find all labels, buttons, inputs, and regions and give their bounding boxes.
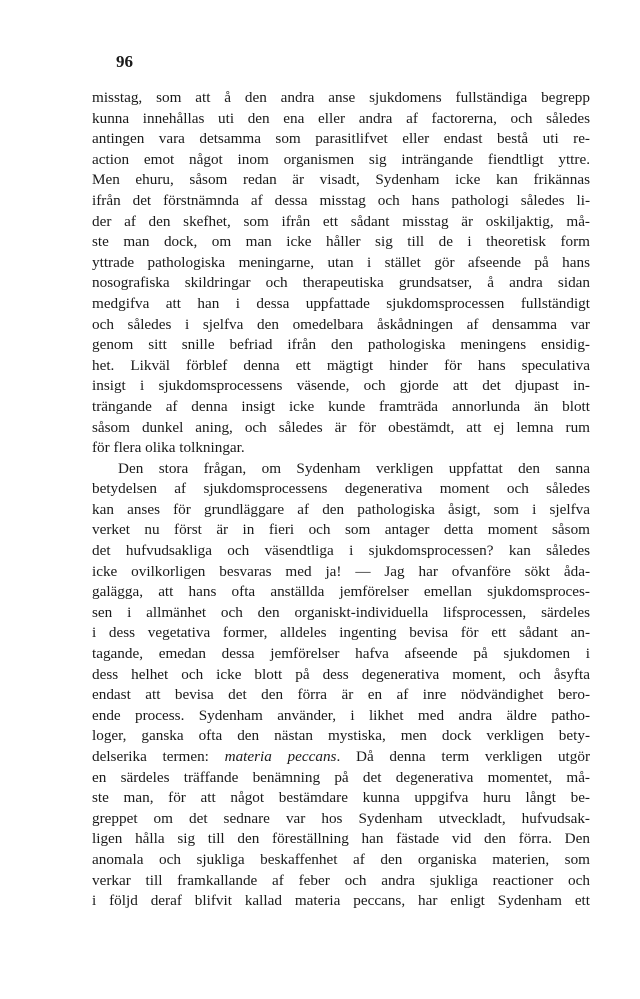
text-line: såsom dunkel aning, och således är för obestämdt, att ej lemna rum [92, 418, 590, 436]
text-line: ligen hålla sig till den föreställning han fästade vid den förra. Den [92, 830, 590, 848]
text-line: Den stora frågan, om Sydenham verkligen uppfattat den sanna [118, 459, 590, 477]
text-line: tagande, emedan dessa jemförelser hafva afseende på sjukdomen i [92, 645, 590, 663]
text-line: medgifva att han i dessa uppfattade sjukdomsprocessen fullständigt [92, 294, 590, 312]
text-line: i följd deraf blifvit kallad materia peccans, har enligt Sydenham ett [92, 892, 590, 910]
text-line: galägga, att hans ofta anställda jemförelser emellan sjukdomsproces- [92, 583, 590, 601]
text-line: Men ehuru, såsom redan är visadt, Sydenham icke kan frikännas [92, 171, 590, 189]
text-line: en särdeles träffande benämning på det degenerativa momentet, må- [92, 768, 590, 786]
text-line: yttrade pathologiska meningarne, utan i stället gör afseende på hans [92, 253, 590, 271]
text-line: trängande af denna insigt icke kunde framträda annorlunda än blott [92, 397, 590, 415]
text-line: kan anses för grundläggare af den pathologiska åsigt, som i sjelfva [92, 500, 590, 518]
text-line: antingen vara detsamma som parasitlifvet eller endast bestå uti re- [92, 130, 590, 148]
text-line: nosografiska skildringar och therapeutiska grundsatser, å andra sidan [92, 274, 590, 292]
text-line: kunna innehållas uti den ena eller andra af factorerna, och således [92, 109, 590, 127]
text-line: ende process. Sydenham använder, i likhet med andra äldre patho- [92, 706, 590, 724]
text-line: het. Likväl förblef denna ett mägtigt hinder för hans speculativa [92, 356, 590, 374]
text-line: misstag, som att å den andra anse sjukdomens fullständiga begrepp [92, 89, 590, 106]
text-line: i dess vegetativa former, alldeles ingenting bevisa för ett sådant an- [92, 624, 590, 642]
text-line: der af den skefhet, som ifrån ett sådant misstag är oskiljaktig, må- [92, 212, 590, 230]
page-number: 96 [116, 52, 133, 71]
body-text [92, 88, 590, 912]
text-line: greppet om det sednare var hos Sydenham utveckladt, hufvudsak- [92, 809, 590, 827]
text-line: ste man dock, om man icke håller sig till de i theoretisk form [92, 233, 590, 251]
text-line: action emot något inom organismen sig inträngande fiendtligt yttre. [92, 150, 590, 168]
text-line: icke ovilkorligen besvaras med ja! — Jag har ofvanföre sökt åda- [92, 562, 590, 580]
text-line: ste man, för att något bestämdare kunna uppgifva huru långt be- [92, 789, 590, 807]
text-line: verket nu först är in fieri och som antager detta moment såsom [92, 521, 590, 539]
text-line: delserika termen: materia peccans. Då denna term verkligen utgör [92, 748, 591, 765]
text-line: loger, ganska ofta den nästan mystiska, men dock verkligen bety- [92, 727, 590, 745]
text-line: sen i allmänhet och den organiskt-individuella lifsprocessen, särdeles [92, 603, 590, 621]
text-line: betydelsen af sjukdomsprocessens degenerativa moment och således [92, 480, 590, 498]
text-line: endast att bevisa det den förra är en af inre nödvändighet bero- [92, 686, 590, 704]
text-line: verkar till framkallande af feber och andra sjukliga reactioner och [92, 871, 590, 889]
italic-term: materia peccans [224, 748, 337, 765]
text-line: genom sitt snille befriad ifrån den pathologiska meningens ensidig- [92, 336, 590, 354]
text-line: anomala och sjukliga beskaffenhet af den organiska materien, som [92, 850, 590, 868]
text-line: och således i sjelfva den omedelbara åskådningen af densamma var [92, 315, 590, 333]
text-line: för flera olika tolkningar. [92, 439, 245, 457]
text-line: det hufvudsakliga och väsendtliga i sjukdomsprocessen? kan således [92, 542, 590, 560]
text-line: dess helhet och icke blott på dess degenerativa moment, och åsyfta [92, 665, 590, 683]
text-line: insigt i sjukdomsprocessens väsende, och gjorde att det djupast in- [92, 377, 590, 395]
text-line: ifrån det förstnämnda af dessa misstag och hans pathologi således li- [92, 191, 590, 209]
